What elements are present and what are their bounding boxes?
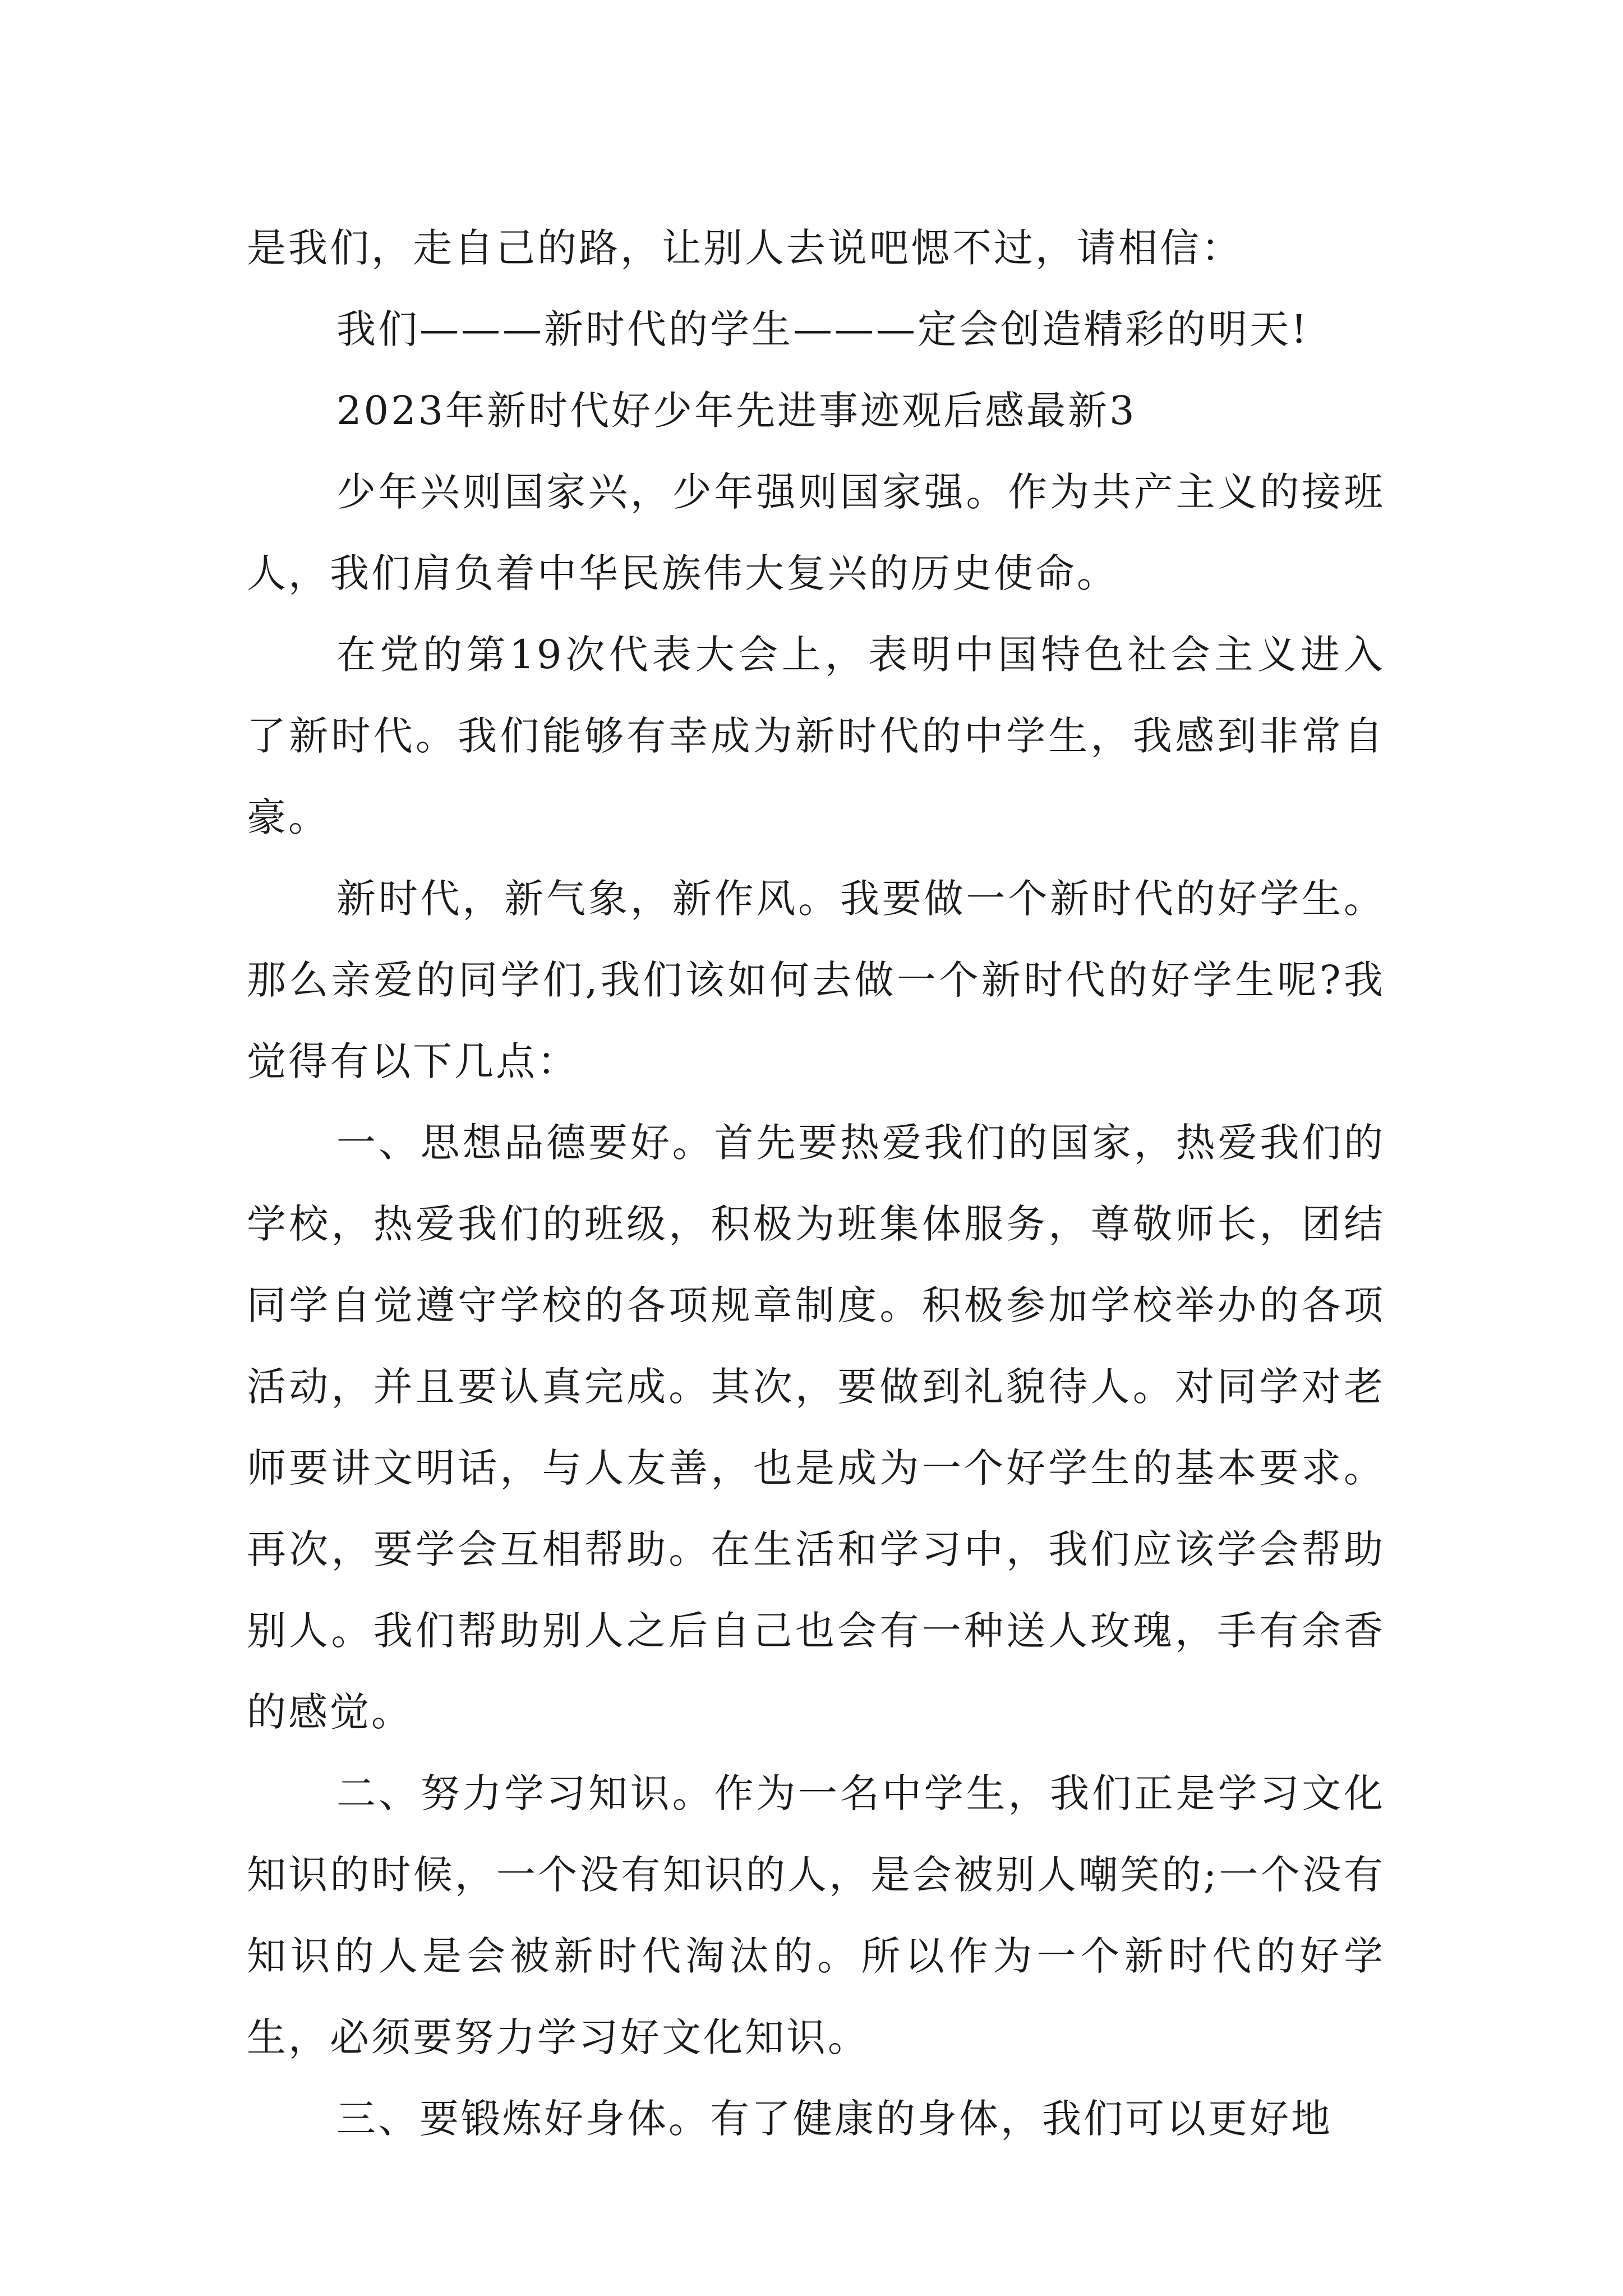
paragraph: 一、思想品德要好。首先要热爱我们的国家，热爱我们的学校，热爱我们的班级，积极为班集体服务，尊敬师长，团结同学自觉遵守学校的各项规章制度。积极参加学校举办的各项活动，并且要认真完成。其次，要做到礼貌待人。对同学对老师要讲文明话，与人友善，也是成为一个好学生的基本要求。再次，要学会互相帮助。在生活和学习中，我们应该学会帮助别人。我们帮助别人之后自己也会有一种送人玫瑰，手有余香的感觉。 (247, 1120, 1385, 1735)
paragraph: 在党的第19次代表大会上，表明中国特色社会主义进入了新时代。我们能够有幸成为新时代的中学生，我感到非常自豪。 (247, 632, 1385, 840)
paragraph: 是我们，走自己的路，让别人去说吧愢不过，请相信： (247, 225, 1243, 271)
paragraph: 少年兴则国家兴，少年强则国家强。作为共产主义的接班人，我们肩负着中华民族伟大复兴的历史使命。 (247, 469, 1385, 596)
paragraph: 三、要锻炼好身体。有了健康的身体，我们可以更好地 (336, 2096, 1332, 2142)
section-heading: 2023年新时代好少年先进事迹观后感最新3 (336, 388, 1137, 434)
paragraph: 二、努力学习知识。作为一名中学生，我们正是学习文化知识的时候，一个没有知识的人，是会被别人嘲笑的;一个没有知识的人是会被新时代淘汰的。所以作为一个新时代的好学生，必须要努力学习好文化知识。 (247, 1770, 1385, 2060)
document-body (247, 208, 1385, 2160)
paragraph: 我们———新时代的学生———定会创造精彩的明天! (336, 306, 1310, 352)
paragraph: 新时代，新气象，新作风。我要做一个新时代的好学生。那么亲爱的同学们,我们该如何去做一个新时代的好学生呢?我觉得有以下几点： (247, 876, 1385, 1084)
